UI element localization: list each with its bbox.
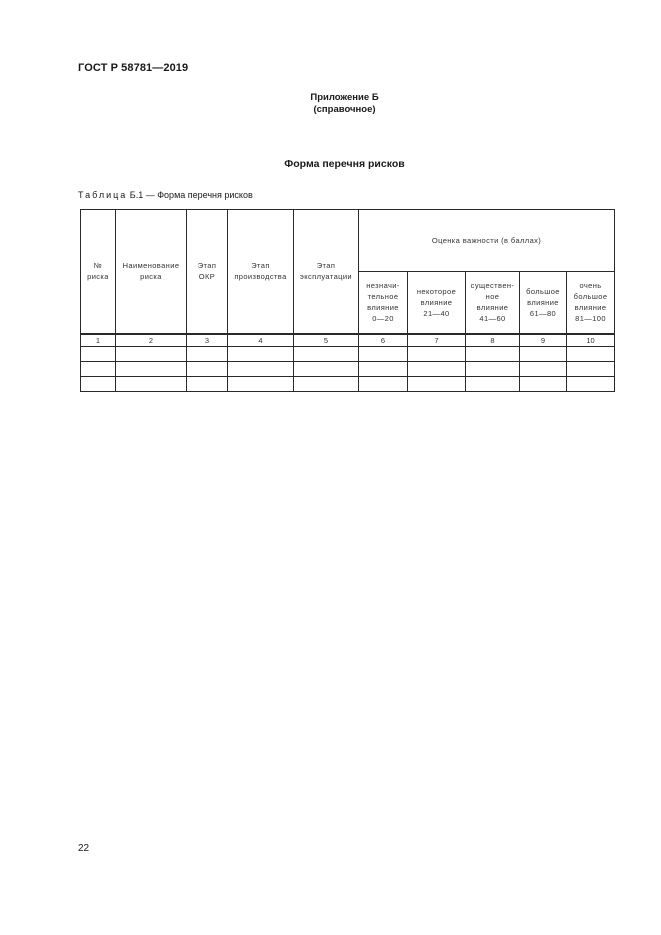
col-header-stage-okr: Этап ОКР xyxy=(187,210,228,334)
risk-list-table xyxy=(80,209,615,392)
column-number-row xyxy=(81,334,615,347)
annex-heading xyxy=(0,92,661,116)
col-header-score-21-40: некоторое влияние 21—40 xyxy=(408,272,466,334)
column-number: 3 xyxy=(187,334,228,347)
table-row xyxy=(81,346,615,361)
table-row xyxy=(81,376,615,391)
annex-title: Приложение Б xyxy=(310,92,379,103)
table-cell xyxy=(359,376,408,391)
col-header-score-41-60: существен- ное влияние 41—60 xyxy=(466,272,520,334)
form-title: Форма перечня рисков xyxy=(284,158,405,170)
table-cell xyxy=(408,346,466,361)
annex-type: (справочное) xyxy=(313,104,376,115)
table-cell xyxy=(228,361,294,376)
table-cell xyxy=(228,376,294,391)
col-header-stage-exploitation: Этап эксплуатации xyxy=(294,210,359,334)
column-number: 5 xyxy=(294,334,359,347)
table-cell xyxy=(116,346,187,361)
col-header-risk-no: № риска xyxy=(81,210,116,334)
table-cell xyxy=(294,361,359,376)
table-cell xyxy=(408,376,466,391)
col-header-score-group: Оценка важности (в баллах) xyxy=(359,210,615,272)
column-number: 2 xyxy=(116,334,187,347)
table-cell xyxy=(520,361,567,376)
table-cell xyxy=(294,376,359,391)
standard-header: ГОСТ Р 58781—2019 xyxy=(78,62,189,74)
column-number: 4 xyxy=(228,334,294,347)
table-cell xyxy=(359,361,408,376)
table-caption xyxy=(78,190,253,200)
table-cell xyxy=(520,346,567,361)
table-cell xyxy=(567,346,615,361)
table-cell xyxy=(81,361,116,376)
col-header-score-0-20: незначи- тельное влияние 0—20 xyxy=(359,272,408,334)
column-number: 6 xyxy=(359,334,408,347)
col-header-stage-production: Этап производства xyxy=(228,210,294,334)
table-cell xyxy=(81,346,116,361)
col-header-risk-name: Наименование риска xyxy=(116,210,187,334)
column-number: 8 xyxy=(466,334,520,347)
col-header-score-81-100: очень большое влияние 81—100 xyxy=(567,272,615,334)
table-caption-text: Б.1 — Форма перечня рисков xyxy=(127,190,253,200)
table-cell xyxy=(187,346,228,361)
table-cell xyxy=(116,376,187,391)
column-number: 9 xyxy=(520,334,567,347)
table-cell xyxy=(81,376,116,391)
table-cell xyxy=(187,361,228,376)
table-cell xyxy=(294,346,359,361)
col-header-score-61-80: большое влияние 61—80 xyxy=(520,272,567,334)
table-cell xyxy=(359,346,408,361)
table-cell xyxy=(228,346,294,361)
table-cell xyxy=(567,376,615,391)
table-cell xyxy=(187,376,228,391)
table-cell xyxy=(466,346,520,361)
table-cell xyxy=(567,361,615,376)
column-number: 10 xyxy=(567,334,615,347)
table-cell xyxy=(116,361,187,376)
table-cell xyxy=(466,361,520,376)
column-number: 1 xyxy=(81,334,116,347)
table-row xyxy=(81,361,615,376)
page-number: 22 xyxy=(78,843,90,854)
table-cell xyxy=(466,376,520,391)
table-caption-label: Таблица xyxy=(78,190,128,200)
table-cell xyxy=(520,376,567,391)
table-cell xyxy=(408,361,466,376)
column-number: 7 xyxy=(408,334,466,347)
